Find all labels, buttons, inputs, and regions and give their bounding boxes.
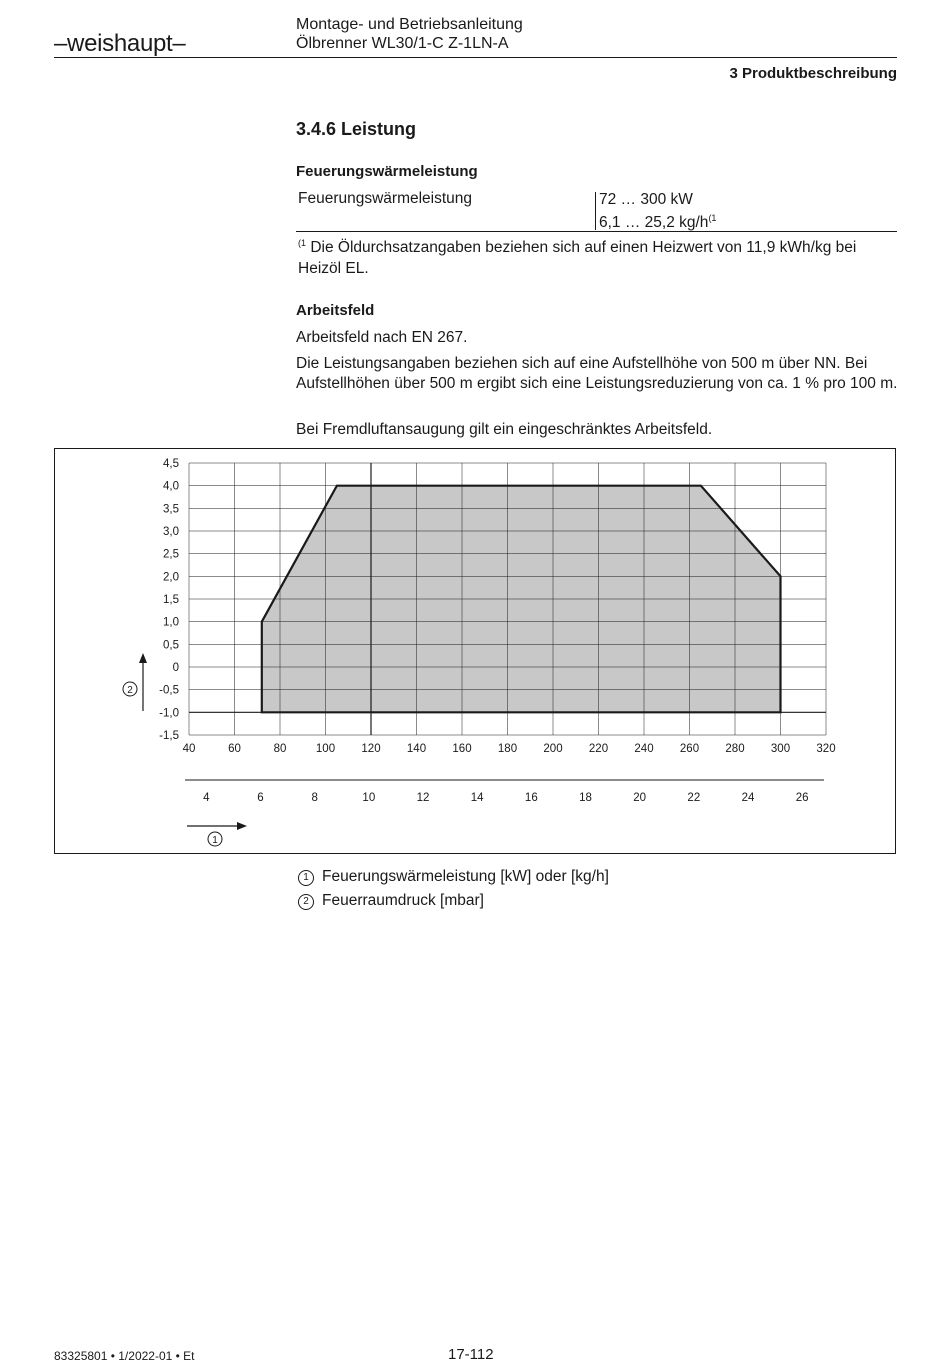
x-tick-label: 40 [182, 743, 196, 755]
x-tick-label: 260 [679, 743, 700, 755]
x-tick-label: 280 [725, 743, 745, 755]
y-arrow-head [139, 653, 147, 663]
legend-marker-2: 2 [298, 894, 314, 910]
kgh-tick-label: 12 [416, 792, 430, 804]
table-separator [595, 192, 596, 230]
x-arrow-head [237, 822, 247, 830]
working-field-heading: Arbeitsfeld [296, 302, 375, 319]
kgh-tick-label: 18 [579, 792, 592, 804]
firing-value-kw: 72 … 300 kW [599, 191, 693, 208]
x-tick-label: 220 [588, 743, 609, 755]
x-tick-label: 120 [361, 743, 381, 755]
y-tick-label: 4,5 [163, 458, 179, 470]
working-field-p3: Bei Fremdluftansaugung gilt ein eingeschränktes Arbeitsfeld. [296, 421, 713, 438]
x-tick-label: 80 [273, 743, 287, 755]
kgh-tick-label: 6 [257, 792, 264, 804]
x-tick-label: 300 [770, 743, 791, 755]
y-tick-label: -1,0 [159, 707, 179, 720]
document-number: 83325801 • 1/2022-01 • Et [54, 1349, 195, 1363]
kgh-tick-label: 14 [470, 792, 484, 804]
y-tick-label: 1,0 [163, 616, 179, 629]
x-tick-label: 200 [543, 743, 563, 755]
x-tick-label: 180 [497, 743, 518, 755]
firing-value-kgh: 6,1 … 25,2 kg/h [599, 214, 709, 232]
kgh-tick-label: 16 [524, 792, 538, 804]
kgh-tick-label: 24 [741, 792, 755, 804]
kgh-tick-label: 8 [311, 792, 318, 804]
y-tick-label: -1,5 [159, 730, 179, 742]
legend-item-2 [298, 892, 484, 910]
firing-heading: Feuerungswärmeleistung [296, 163, 478, 180]
document-header [296, 15, 523, 53]
firing-values [599, 190, 716, 232]
x-tick-label: 240 [634, 743, 654, 755]
x-tick-label: 140 [406, 743, 427, 755]
table-rule [296, 231, 897, 232]
firing-value-kgh-row [599, 209, 716, 232]
firing-label: Feuerungswärmeleistung [298, 190, 473, 207]
working-field-p1: Arbeitsfeld nach EN 267. [296, 329, 468, 346]
y-axis-marker: 2 [127, 685, 133, 696]
manual-title: Montage- und Betriebsanleitung [296, 16, 523, 33]
y-tick-label: 0,5 [163, 639, 179, 652]
chart-svg [55, 449, 895, 853]
x-tick-label: 160 [452, 743, 472, 755]
x-tick-label: 100 [315, 743, 336, 755]
footnote-ref: (1 [708, 213, 717, 223]
y-tick-label: 1,5 [163, 594, 179, 606]
chapter-title: 3 Produktbeschreibung [729, 65, 897, 82]
footnote-mark: (1 [298, 238, 307, 248]
kgh-tick-label: 22 [687, 792, 701, 804]
footnote-text: Die Öldurchsatzangaben beziehen sich auf einen Heizwert von 11,9 kWh/kg bei Heizöl EL. [298, 239, 857, 278]
section-heading: 3.4.6 Leistung [296, 119, 417, 139]
y-tick-label: 0 [172, 662, 179, 674]
legend-item-1 [298, 868, 609, 886]
x-axis-marker: 1 [212, 835, 218, 846]
legend-text-1: Feuerungswärmeleistung [kW] oder [kg/h] [322, 868, 609, 885]
y-tick-label: -0,5 [159, 684, 179, 697]
kgh-tick-label: 26 [795, 792, 809, 804]
kgh-tick-label: 10 [362, 792, 376, 804]
x-tick-label: 60 [228, 743, 241, 755]
working-field-chart [54, 448, 896, 854]
weishaupt-logo: –weishaupt– [54, 30, 186, 57]
kgh-tick-label: 4 [203, 792, 210, 804]
footnote [298, 233, 898, 279]
working-field-p2: Die Leistungsangaben beziehen sich auf eine Aufstellhöhe von 500 m über NN. Bei Aufstellhöhen über 500 m ergibt sich eine Leistungsreduzierung von ca. 1 % pro 100 m. [296, 355, 898, 392]
y-tick-label: 4,0 [163, 480, 179, 493]
y-tick-label: 2,5 [163, 548, 179, 561]
y-tick-label: 3,5 [163, 503, 179, 516]
header-rule [54, 57, 897, 58]
x-tick-label: 320 [816, 743, 836, 755]
legend-text-2: Feuerraumdruck [mbar] [322, 892, 484, 909]
y-tick-label: 3,0 [163, 526, 179, 538]
y-tick-label: 2,0 [163, 571, 179, 584]
kgh-tick-label: 20 [633, 792, 647, 804]
page-number: 17-112 [448, 1346, 494, 1363]
product-name: Ölbrenner WL30/1-C Z-1LN-A [296, 35, 509, 52]
legend-marker-1: 1 [298, 870, 314, 886]
